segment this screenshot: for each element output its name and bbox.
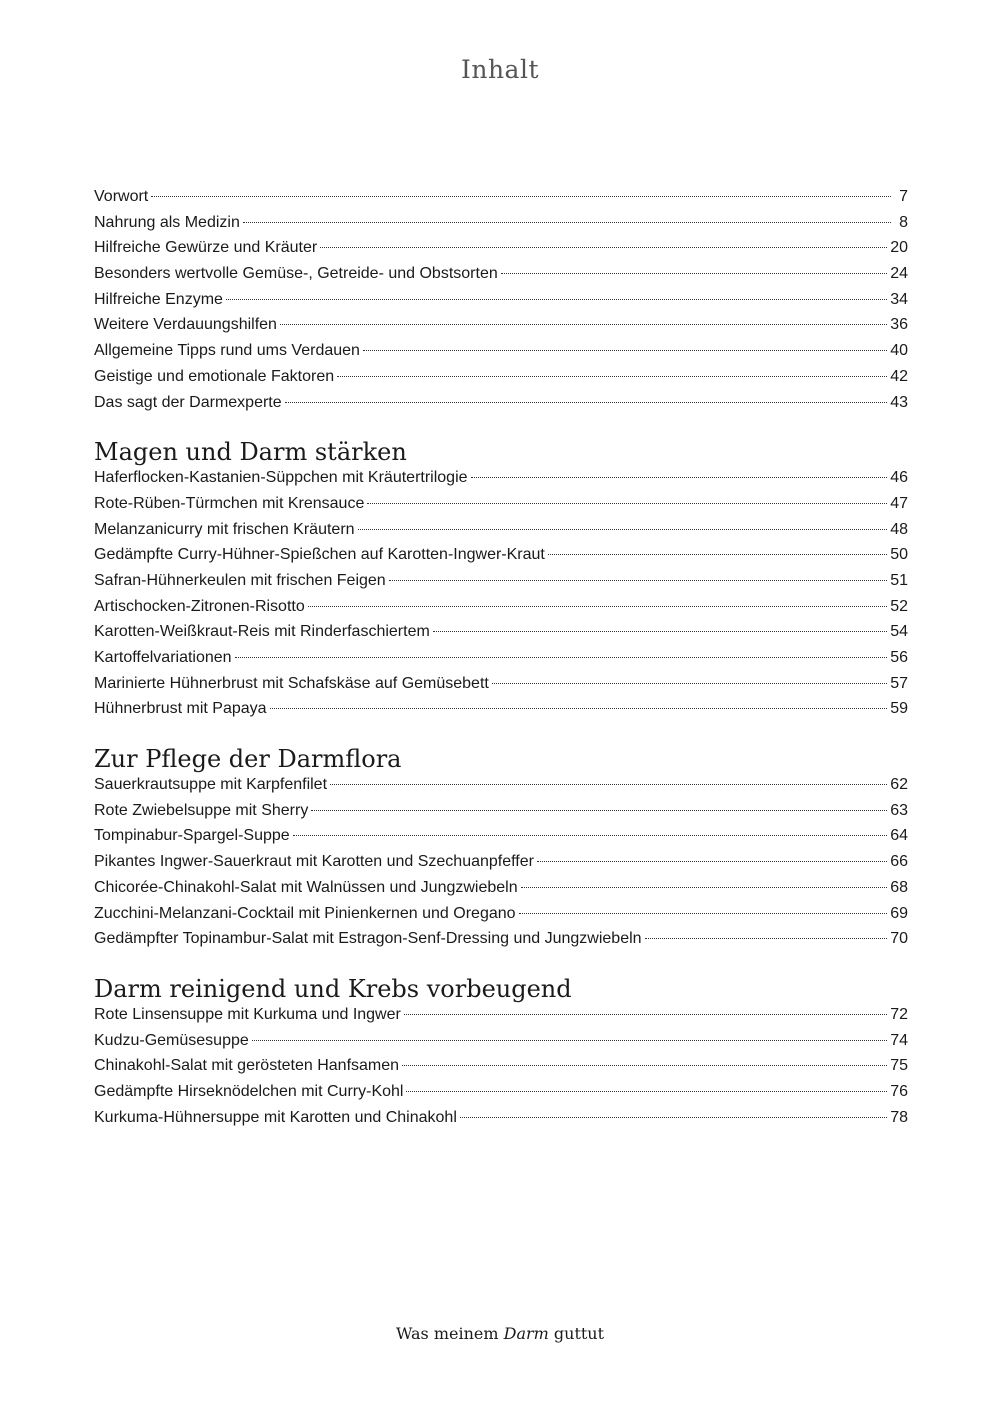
section-heading: Zur Pflege der Darmflora [94, 745, 402, 774]
toc-entry-title: Rote-Rüben-Türmchen mit Krensauce [94, 494, 365, 512]
toc-section [94, 743, 908, 952]
toc-entry-title: Chicorée-Chinakohl-Salat mit Walnüssen und Jungzwiebeln [94, 878, 518, 896]
toc-entry-page-number: 48 [890, 520, 908, 538]
toc-entry[interactable] [94, 364, 908, 390]
toc-entry-page-number: 43 [890, 393, 908, 411]
dot-leader [252, 1040, 887, 1041]
toc-entry[interactable] [94, 210, 908, 236]
toc-entry-page-number: 62 [890, 776, 908, 794]
toc-entry-page-number: 75 [890, 1057, 908, 1075]
dot-leader [492, 683, 887, 684]
dot-leader [226, 299, 887, 300]
toc-entry[interactable] [94, 1079, 908, 1105]
dot-leader [293, 835, 888, 836]
toc-entry[interactable] [94, 338, 908, 364]
toc-entry-title: Tompinabur-Spargel-Suppe [94, 827, 290, 845]
toc-entry[interactable] [94, 261, 908, 287]
footer-text-after: guttut [548, 1324, 605, 1343]
toc-entry-title: Weitere Verdauungshilfen [94, 316, 277, 334]
toc-entry-page-number: 57 [890, 674, 908, 692]
toc-entry-page-number: 56 [890, 649, 908, 666]
toc-entry[interactable] [94, 1002, 908, 1028]
toc-entry-page-number: 68 [890, 878, 908, 896]
toc-entry[interactable] [94, 849, 908, 875]
toc-entry[interactable] [94, 926, 908, 952]
toc-entry-page-number: 69 [890, 904, 908, 922]
toc-entry[interactable] [94, 645, 908, 671]
dot-leader [363, 350, 887, 351]
dot-leader [270, 708, 888, 709]
dot-leader [358, 529, 888, 530]
toc-entry-title: Chinakohl-Salat mit gerösteten Hanfsamen [94, 1057, 400, 1075]
toc-entry[interactable] [94, 235, 908, 261]
toc-entry-title: Melanzanicurry mit frischen Kräutern [94, 520, 355, 538]
dot-leader [501, 273, 887, 274]
toc-entry-title: Marinierte Hühnerbrust mit Schafskäse auf Gemüsebett [94, 674, 489, 692]
toc-entry[interactable] [94, 1028, 908, 1054]
toc-entry[interactable] [94, 542, 908, 568]
dot-leader [471, 477, 888, 478]
dot-leader [330, 784, 887, 785]
dot-leader [519, 913, 888, 914]
dot-leader [404, 1014, 887, 1015]
dot-leader [285, 402, 888, 403]
toc-entry-page-number: 47 [890, 494, 908, 512]
toc-entry-page-number: 20 [890, 239, 908, 257]
toc-entry-title: Safran-Hühnerkeulen mit frischen Feigen [94, 571, 386, 589]
toc-entry[interactable] [94, 465, 908, 491]
toc-entry-title: Geistige und emotionale Faktoren [94, 367, 335, 385]
toc-entry[interactable] [94, 696, 908, 722]
dot-leader [243, 222, 891, 223]
toc-entry-title: Gedämpfte Hirseknödelchen mit Curry-Kohl [94, 1082, 404, 1100]
dot-leader [280, 324, 887, 325]
dot-leader [433, 631, 887, 632]
toc-entry-title: Zucchini-Melanzani-Cocktail mit Pinienkernen und Oregano [94, 904, 516, 922]
page-title: Inhalt [460, 55, 540, 84]
toc-entry-title: Allgemeine Tipps rund ums Verdauen [94, 342, 360, 360]
toc-entry-page-number: 66 [890, 853, 908, 871]
toc-entry[interactable] [94, 287, 908, 313]
toc-entry-page-number: 34 [890, 290, 908, 308]
toc-entry-page-number: 74 [890, 1031, 908, 1049]
toc-entry-title: Hilfreiche Enzyme [94, 290, 223, 308]
toc-entry[interactable] [94, 798, 908, 824]
toc-entry[interactable] [94, 491, 908, 517]
toc-entry[interactable] [94, 517, 908, 543]
dot-leader [521, 887, 888, 888]
toc-entry-title: Vorwort [94, 188, 149, 205]
toc-entry-title: Rote Linsensuppe mit Kurkuma und Ingwer [94, 1005, 401, 1023]
toc-entry-title: Artischocken-Zitronen-Risotto [94, 597, 305, 615]
dot-leader [402, 1065, 887, 1066]
toc-entry[interactable] [94, 619, 908, 645]
toc-entry-page-number: 36 [890, 316, 908, 334]
section-heading: Darm reinigend und Krebs vorbeugend [94, 974, 572, 1003]
footer-text-italic: Darm [503, 1324, 549, 1343]
toc-entry-page-number: 24 [890, 265, 908, 283]
toc-entry-title: Besonders wertvolle Gemüse-, Getreide- und Obstsorten [94, 265, 498, 283]
toc-entry[interactable] [94, 901, 908, 927]
toc-entry-page-number: 63 [890, 801, 908, 819]
table-of-contents [94, 184, 908, 1130]
dot-leader [308, 606, 887, 607]
toc-entry-page-number: 64 [890, 827, 908, 845]
toc-entry-title: Gedämpfte Curry-Hühner-Spießchen auf Karotten-Ingwer-Kraut [94, 546, 545, 564]
dot-leader [460, 1117, 887, 1118]
toc-entry-title: Pikantes Ingwer-Sauerkraut mit Karotten und Szechuanpfeffer [94, 853, 534, 871]
dot-leader [389, 580, 888, 581]
toc-entry-page-number: 59 [890, 700, 908, 718]
toc-entry-title: Das sagt der Darmexperte [94, 393, 282, 411]
toc-entry-page-number: 72 [890, 1005, 908, 1023]
toc-entry-page-number: 70 [890, 930, 908, 948]
toc-entry-page-number: 76 [890, 1082, 908, 1100]
toc-entry-page-number: 46 [890, 469, 908, 487]
toc-entry-title: Sauerkrautsuppe mit Karpfenfilet [94, 776, 328, 794]
toc-entry-title: Haferflocken-Kastanien-Süppchen mit Kräutertrilogie [94, 469, 468, 487]
dot-leader [548, 554, 887, 555]
toc-entry-page-number: 54 [890, 623, 908, 641]
dot-leader [645, 938, 888, 939]
toc-entry[interactable] [94, 1053, 908, 1079]
dot-leader [311, 810, 887, 811]
dot-leader [337, 376, 887, 377]
toc-entry[interactable] [94, 1105, 908, 1131]
dot-leader [406, 1091, 887, 1092]
toc-entry-page-number: 51 [890, 571, 908, 589]
toc-entry-page-number: 8 [899, 213, 908, 231]
toc-entry-page-number: 50 [890, 546, 908, 564]
toc-entry-page-number: 40 [890, 342, 908, 360]
toc-entry-page-number: 7 [899, 188, 908, 205]
toc-entry[interactable] [94, 390, 908, 416]
dot-leader [537, 861, 887, 862]
toc-section [94, 973, 908, 1130]
dot-leader [235, 657, 888, 658]
toc-section [94, 436, 908, 722]
dot-leader [320, 247, 887, 248]
toc-entry[interactable] [94, 184, 908, 210]
toc-entry[interactable] [94, 671, 908, 697]
toc-entry-title: Hühnerbrust mit Papaya [94, 700, 267, 718]
toc-entry-title: Rote Zwiebelsuppe mit Sherry [94, 801, 309, 819]
toc-entry[interactable] [94, 823, 908, 849]
toc-entry-title: Hilfreiche Gewürze und Kräuter [94, 239, 318, 257]
toc-entry-title: Kurkuma-Hühnersuppe mit Karotten und Chinakohl [94, 1108, 457, 1126]
toc-entry-title: Kartoffelvariationen [94, 649, 232, 666]
dot-leader [367, 503, 887, 504]
page-footer [0, 1324, 1000, 1343]
toc-entry-page-number: 42 [890, 367, 908, 385]
dot-leader [151, 196, 891, 197]
toc-entry[interactable] [94, 594, 908, 620]
toc-entry-title: Nahrung als Medizin [94, 213, 240, 231]
footer-text-before: Was meinem [395, 1324, 504, 1343]
toc-entry-title: Kudzu-Gemüsesuppe [94, 1031, 249, 1049]
toc-entry[interactable] [94, 772, 908, 798]
toc-section [94, 184, 908, 415]
toc-entry-title: Karotten-Weißkraut-Reis mit Rinderfaschiertem [94, 623, 430, 641]
toc-entry[interactable] [94, 875, 908, 901]
toc-entry-title: Gedämpfter Topinambur-Salat mit Estragon-Senf-Dressing und Jungzwiebeln [94, 930, 642, 948]
toc-entry[interactable] [94, 568, 908, 594]
toc-entry-page-number: 78 [890, 1108, 908, 1126]
toc-entry-page-number: 52 [890, 597, 908, 615]
toc-entry[interactable] [94, 312, 908, 338]
section-heading: Magen und Darm stärken [94, 438, 407, 467]
